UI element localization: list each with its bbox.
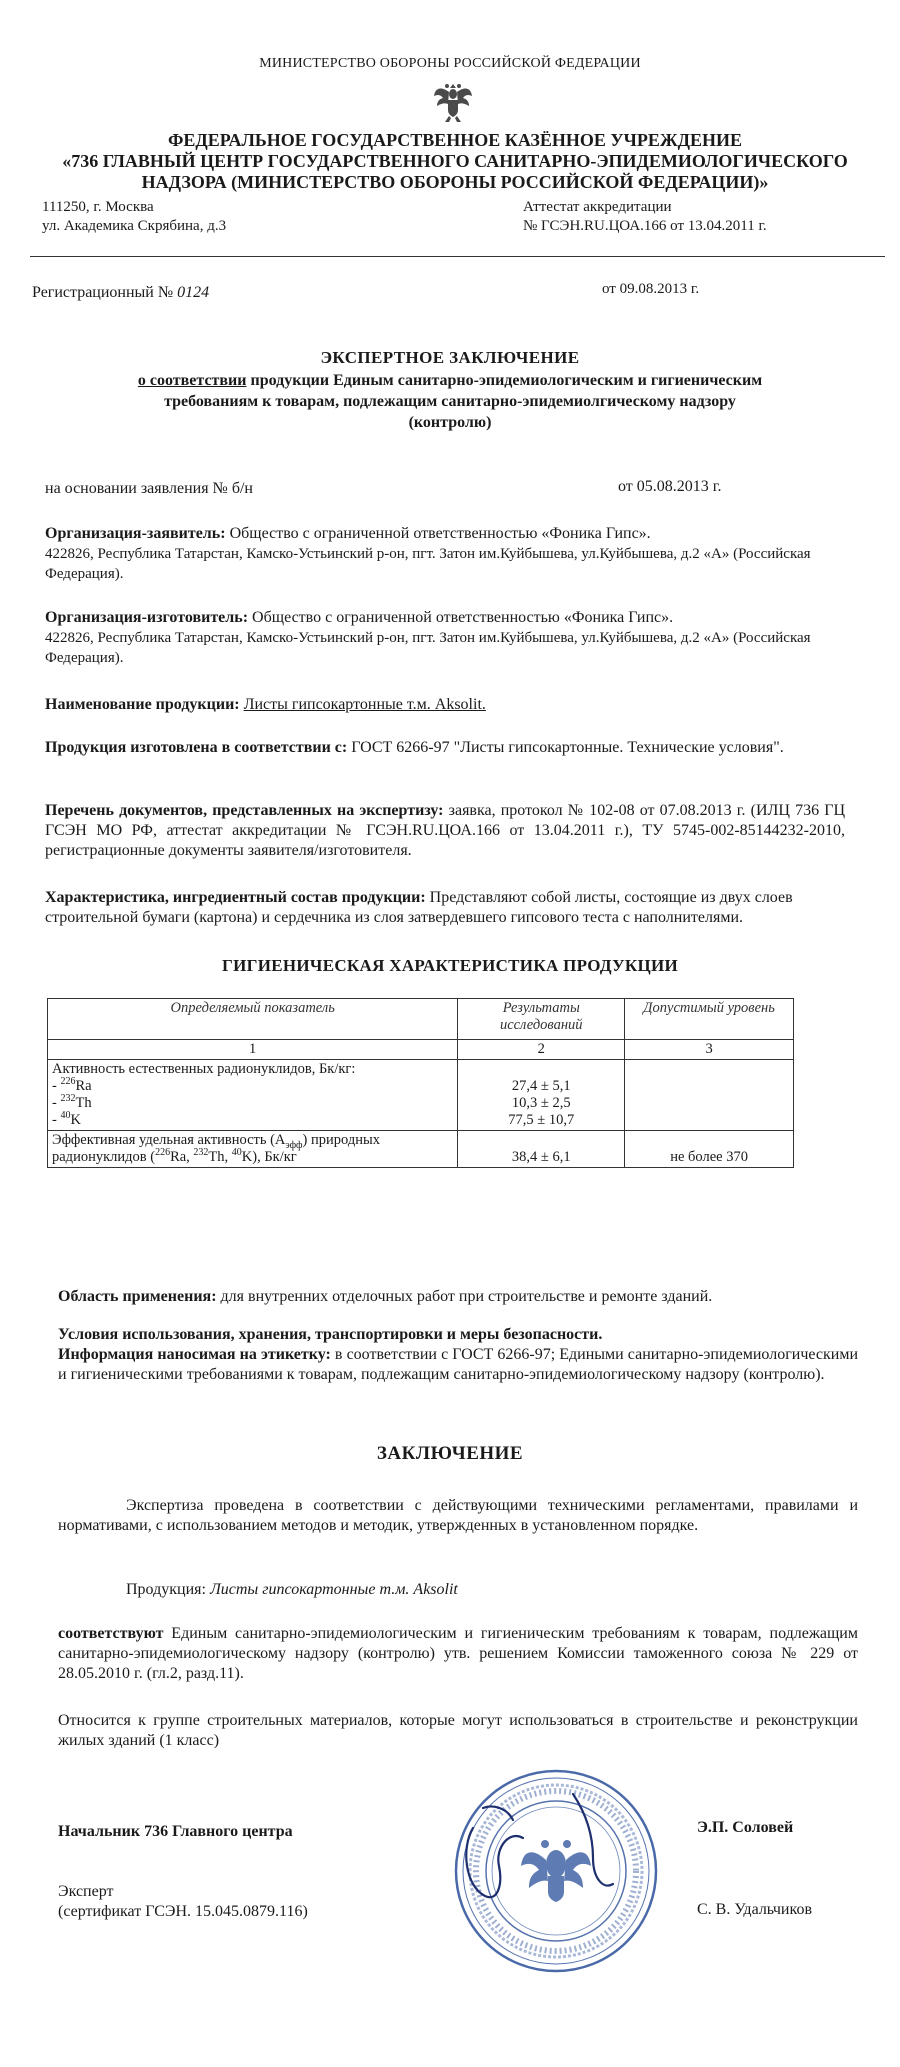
registration-number: [32, 284, 209, 302]
address-line: 111250, г. Москва: [42, 199, 154, 215]
seal-eagle-icon: [521, 1840, 591, 1902]
result-value: 10,3 ± 2,5: [511, 1095, 571, 1111]
table-header-row: [48, 999, 794, 1040]
effective-activity-cell: Эффективная удельная активность $(А_{эфф})$ природных радионуклидов ($^{226}$Ra, $^{232}$Th, $^{40}$K), Бк/кг: [48, 1131, 458, 1168]
subtitle-rest: продукции Единым санитарно-эпидемиологическим и гигиеническим: [246, 372, 763, 389]
radionuclide-group-label: Активность естественных радионуклидов, Бк/кг:: [52, 1061, 356, 1077]
characteristics-text: Представляют собой листы, состоящие из двух слоев строительной бумаги (картона) и сердечника из слоя затвердевшего гипсового теста с наполнителями.: [45, 889, 793, 926]
conditions-heading: Условия использования, хранения, транспортировки и меры безопасности.: [58, 1326, 603, 1343]
basis-statement: на основании заявления № б/н: [45, 480, 253, 497]
table-col-number: 1: [48, 1040, 458, 1060]
product-label: Наименование продукции:: [45, 696, 240, 713]
subtitle-underlined: о соответствии: [137, 372, 247, 389]
applicant-label: Организация-заявитель:: [45, 525, 226, 542]
official-seal-stamp: [453, 1768, 659, 1974]
accreditation-line: № ГСЭН.RU.ЦОА.166 от 13.04.2011 г.: [523, 218, 767, 234]
applicant-address: 422826, Республика Татарстан, Камско-Устьинский р-он, пгт. Затон им.Куйбышева, ул.Куйбышева, д.2 «А» (Российская Федерация).: [45, 546, 811, 582]
label-info-section: [58, 1345, 858, 1385]
table-header-limit: Допустимый уровень: [625, 999, 794, 1040]
building-group-statement: Относится к группе строительных материалов, которые могут использоваться в строительстве и реконструкции жилых зданий (1 класс): [58, 1712, 858, 1749]
hygiene-table: [47, 998, 794, 1168]
manufacturer-address: 422826, Республика Татарстан, Камско-Устьинский р-он, пгт. Затон им.Куйбышева, ул.Куйбышева, д.2 «А» (Российская Федерация).: [45, 630, 811, 666]
documents-section: [45, 801, 845, 861]
basis-date: от 05.08.2013 г.: [618, 478, 722, 495]
manufacturer-label: Организация-изготовитель:: [45, 609, 249, 626]
result-value: 77,5 ± 10,7: [508, 1112, 575, 1128]
product-name: Листы гипсокартонные т.м. Aksolit.: [243, 696, 486, 713]
hygiene-table-title: ГИГИЕНИЧЕСКАЯ ХАРАКТЕРИСТИКА ПРОДУКЦИИ: [221, 956, 679, 975]
accreditation-info: [523, 198, 767, 236]
scope-text: для внутренних отделочных работ при строительстве и ремонте зданий.: [216, 1288, 713, 1305]
expert-certificate: (сертификат ГСЭН. 15.045.0879.116): [58, 1903, 308, 1920]
characteristics-label: Характеристика, ингредиентный состав продукции:: [45, 889, 426, 906]
radionuclide-results-cell: [458, 1060, 625, 1131]
radionuclide-limit-cell: [625, 1060, 794, 1131]
manufacturer-section: [45, 608, 855, 668]
documents-label: Перечень документов, представленных на экспертизу:: [45, 802, 444, 819]
radionuclide-item: - $^{40}$K: [52, 1110, 81, 1128]
address-line: ул. Академика Скрябина, д.3: [42, 218, 227, 234]
document-subtitle: [50, 370, 850, 433]
institution-address: [42, 198, 226, 236]
registration-label: Регистрационный №: [32, 284, 174, 301]
compliance-label: соответствуют: [58, 1625, 164, 1642]
conclusion-paragraph: Экспертиза проведена в соответствии с действующими техническими регламентами, правилами и нормативами, с использованием методов и методик, утвержденных в установленном порядке.: [58, 1497, 858, 1534]
compliance-text: Единым санитарно-эпидемиологическим и гигиеническим требованиям к товарам, подлежащим санитарно-эпидемиологическому надзору (контролю) утв. решением Комиссии таможенного союза № 229 от 28.05.2010 г. (гл.2, разд.11).: [58, 1625, 858, 1682]
conclusion-product: [126, 1580, 826, 1600]
product-section: [45, 695, 855, 715]
characteristics-section: [45, 888, 853, 928]
ministry-name: МИНИСТЕРСТВО ОБОРОНЫ РОССИЙСКОЙ ФЕДЕРАЦИИ: [259, 56, 641, 71]
registration-date: от 09.08.2013 г.: [602, 281, 700, 297]
document-title: ЭКСПЕРТНОЕ ЗАКЛЮЧЕНИЕ: [320, 348, 580, 367]
applicant-section: [45, 524, 855, 584]
manufacturer-name: Общество с ограниченной ответственностью «Фоника Гипс».: [248, 609, 674, 626]
institution-title: [20, 130, 890, 193]
table-row: [48, 1131, 794, 1168]
radionuclide-item: - $^{232}$Th: [52, 1093, 92, 1111]
expert-name: С. В. Удальчиков: [697, 1901, 812, 1918]
documents-text: заявка, протокол № 102-08 от 07.08.2013 г. (ИЛЦ 736 ГЦ ГСЭН МО РФ, аттестат аккредитации № ГСЭН.RU.ЦОА.166 от 13.04.2011 г.), ТУ 5745-002-85144232-2010, регистрационные документы заявителя/изготовителя.: [45, 802, 846, 859]
standard-section: [45, 738, 845, 758]
institution-line: ФЕДЕРАЛЬНОЕ ГОСУДАРСТВЕННОЕ КАЗЁННОЕ УЧРЕЖДЕНИЕ: [167, 130, 743, 150]
registration-value: 0124: [177, 284, 210, 301]
institution-line: «736 ГЛАВНЫЙ ЦЕНТР ГОСУДАРСТВЕННОГО САНИТАРНО-ЭПИДЕМИОЛОГИЧЕСКОГО: [62, 151, 848, 171]
table-header-results: Результаты исследований: [458, 999, 625, 1040]
table-column-number-row: [48, 1040, 794, 1060]
double-headed-eagle-emblem-icon: [433, 78, 473, 124]
table-col-number: 3: [625, 1040, 794, 1060]
institution-line: НАДЗОРА (МИНИСТЕРСТВО ОБОРОНЫ РОССИЙСКОЙ ФЕДЕРАЦИИ)»: [141, 172, 769, 192]
expert-title: Эксперт: [58, 1883, 114, 1900]
label-info-text: в соответствии с ГОСТ 6266-97; Едиными санитарно-эпидемиологическими и гигиеническими требованиями к товарам, подлежащим санитарно-эпидемиологическому надзору (контролю).: [58, 1346, 858, 1383]
head-name: Э.П. Соловей: [697, 1819, 794, 1836]
table-col-number: 2: [458, 1040, 625, 1060]
subtitle-line: (контролю): [408, 414, 492, 431]
conclusion-title: ЗАКЛЮЧЕНИЕ: [376, 1443, 524, 1464]
conclusion-product-label: Продукция:: [126, 1581, 210, 1598]
conclusion-product-name: Листы гипсокартонные т.м. Aksolit: [209, 1581, 458, 1598]
applicant-name: Общество с ограниченной ответственностью «Фоника Гипс».: [225, 525, 651, 542]
radionuclide-list-cell: [48, 1060, 458, 1131]
effective-activity-limit: не более 370: [625, 1131, 794, 1168]
compliance-statement: [58, 1624, 858, 1684]
scope-section: [58, 1287, 858, 1307]
radionuclide-item: - $^{226}$Ra: [52, 1076, 92, 1094]
expert-block: [58, 1882, 308, 1922]
result-value: 27,4 ± 5,1: [511, 1078, 571, 1094]
table-header-indicator: Определяемый показатель: [48, 999, 458, 1040]
accreditation-line: Аттестат аккредитации: [523, 199, 672, 215]
scope-label: Область применения:: [58, 1288, 217, 1305]
header-divider: [30, 256, 885, 257]
subtitle-line: требованиям к товарам, подлежащим санитарно-эпидемиолгическому надзору: [164, 393, 736, 410]
label-info-label: Информация наносимая на этикетку:: [58, 1346, 331, 1363]
head-title: Начальник 736 Главного центра: [58, 1823, 293, 1840]
table-row: [48, 1060, 794, 1131]
standard-text: ГОСТ 6266-97 "Листы гипсокартонные. Технические условия".: [347, 739, 784, 756]
effective-activity-result: 38,4 ± 6,1: [458, 1131, 625, 1168]
standard-label: Продукция изготовлена в соответствии с:: [45, 739, 348, 756]
